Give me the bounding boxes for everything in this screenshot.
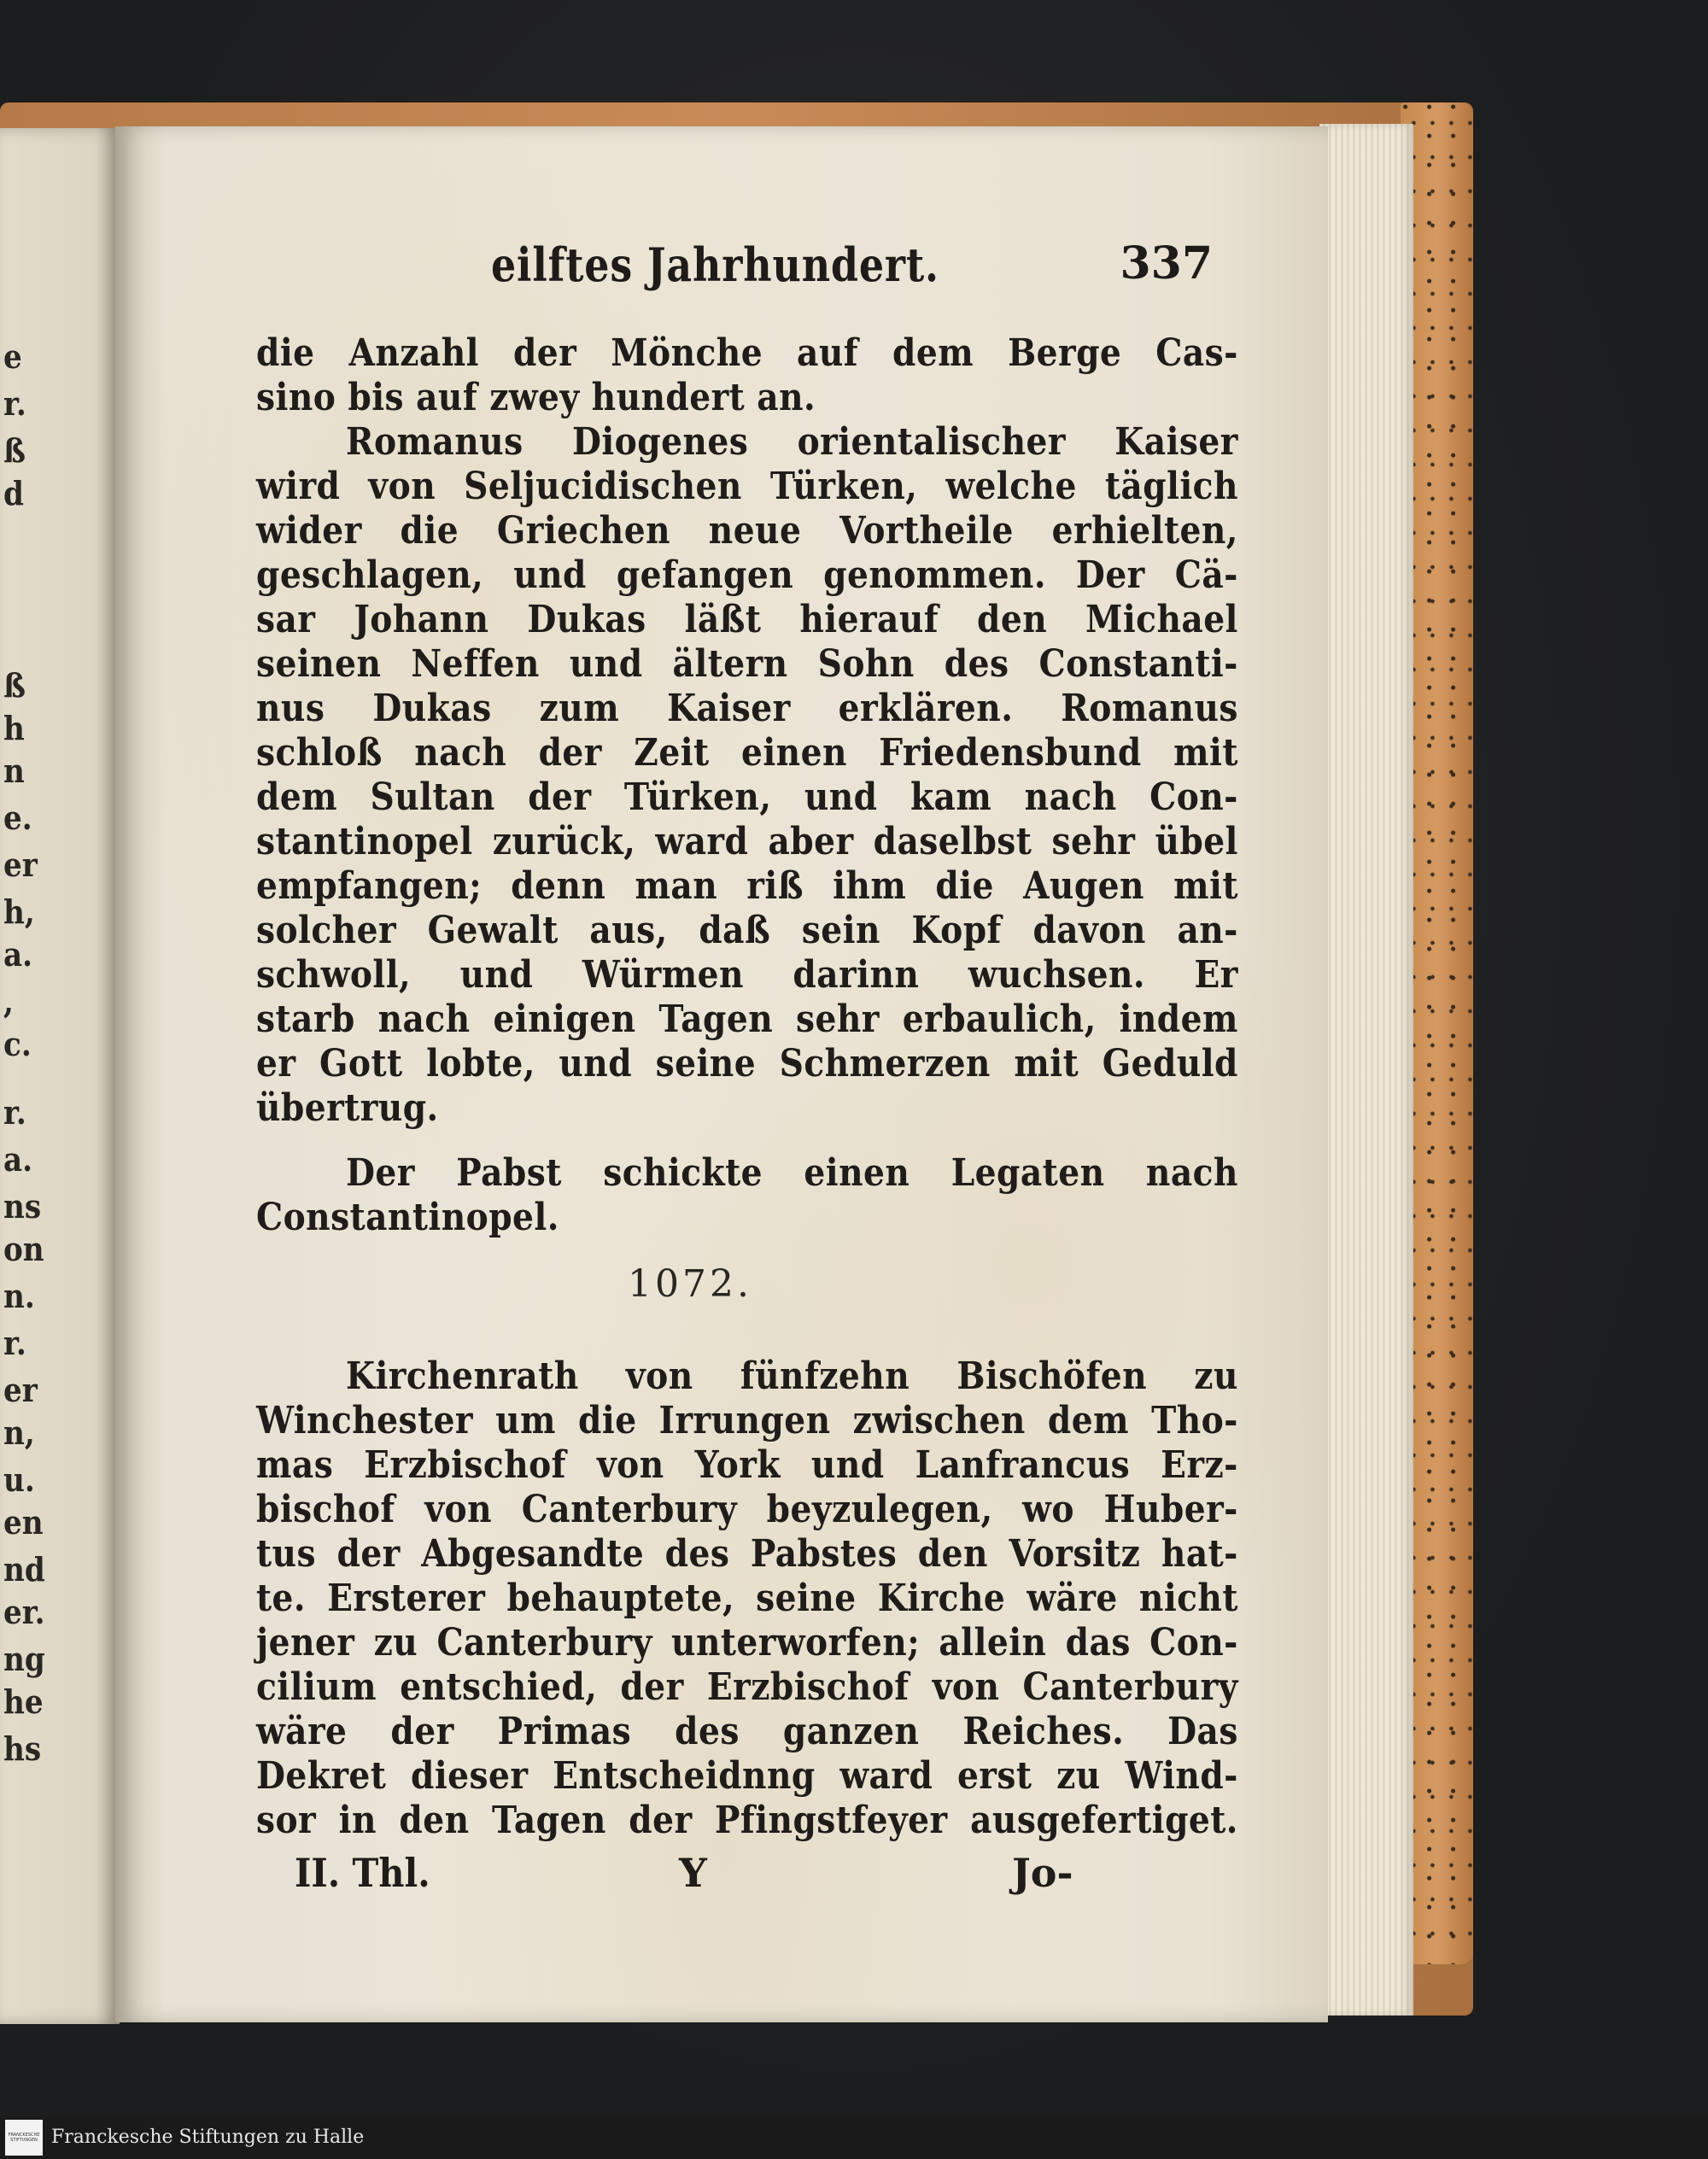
left-fragment: hs: [3, 1729, 42, 1768]
text-line: wäre der Primas des ganzen Reiches. Das: [256, 1710, 1238, 1753]
institution-logo-icon: [5, 2120, 43, 2156]
text-line: tus der Abgesandte des Pabstes den Vorsitz hat-: [256, 1532, 1238, 1576]
left-fragment: ß: [3, 666, 26, 705]
left-fragment: r.: [3, 384, 26, 423]
text-line: cilium entschied, der Erzbischof von Canterbury: [256, 1665, 1238, 1709]
left-fragment: u.: [3, 1460, 35, 1499]
left-fragment: er.: [3, 1593, 45, 1631]
left-fragment: on: [3, 1230, 44, 1268]
text-line: sor in den Tagen der Pfingstfeyer ausgefertiget.: [256, 1799, 1238, 1842]
credit-bar: [0, 2116, 1708, 2159]
text-line: schloß nach der Zeit einen Friedensbund mit: [256, 731, 1238, 775]
left-fragment: er: [3, 1371, 38, 1409]
text-line: mas Erzbischof von York und Lanfrancus Erz-: [256, 1443, 1238, 1487]
page-header: [491, 237, 1260, 297]
text-line: starb nach einigen Tagen sehr erbaulich, indem: [256, 998, 1238, 1041]
text-line: Constantinopel.: [256, 1196, 559, 1239]
left-fragment: n.: [3, 1277, 35, 1315]
left-fragment: er: [3, 845, 38, 884]
text-line: te. Ersterer behauptete, seine Kirche wäre nicht: [256, 1577, 1238, 1620]
text-line: Der Pabst schickte einen Legaten nach: [346, 1151, 1238, 1195]
text-line: sino bis auf zwey hundert an.: [256, 376, 816, 419]
text-line: sar Johann Dukas läßt hierauf den Michael: [256, 598, 1238, 641]
left-fragment: e: [3, 337, 22, 376]
left-fragment: d: [3, 474, 24, 512]
left-fragment: r.: [3, 1093, 26, 1132]
text-line: jener zu Canterbury unterworfen; allein das Con-: [256, 1621, 1238, 1665]
left-fragment: n,: [3, 1413, 35, 1452]
left-fragment: nd: [3, 1550, 45, 1589]
left-page-edge: [0, 128, 120, 2024]
text-line: solcher Gewalt aus, daß sein Kopf davon an-: [256, 909, 1238, 952]
signature-mark: II. Thl.: [295, 1850, 430, 1896]
text-line: geschlagen, und gefangen genommen. Der Cä-: [256, 553, 1238, 597]
credit-text: Franckesche Stiftungen zu Halle: [51, 2127, 365, 2148]
left-fragment: ns: [3, 1187, 42, 1226]
page-number: 337: [1120, 237, 1213, 290]
text-line: nus Dukas zum Kaiser erklären. Romanus: [256, 687, 1238, 730]
left-fragment: h: [3, 709, 25, 747]
left-fragment: a.: [3, 1140, 33, 1179]
page-block-edge: [1319, 124, 1413, 2016]
left-fragment: ß: [3, 431, 26, 470]
catchword: Jo-: [1012, 1850, 1073, 1896]
text-line: die Anzahl der Mönche auf dem Berge Cas-: [256, 331, 1238, 375]
text-line: übertrug.: [256, 1086, 439, 1130]
text-line: empfangen; denn man riß ihm die Augen mit: [256, 864, 1238, 908]
left-fragment: n: [3, 752, 25, 790]
left-fragment: r.: [3, 1324, 26, 1362]
running-head: eilftes Jahrhundert.: [491, 237, 939, 292]
text-line: bischof von Canterbury beyzulegen, wo Huber-: [256, 1488, 1238, 1531]
text-line: Dekret dieser Entscheidnng ward erst zu Wind-: [256, 1754, 1238, 1798]
text-line: wider die Griechen neue Vortheile erhielten,: [256, 509, 1238, 553]
text-line: dem Sultan der Türken, und kam nach Con-: [256, 775, 1238, 819]
left-fragment: h,: [3, 892, 35, 931]
text-line: Winchester um die Irrungen zwischen dem Tho-: [256, 1399, 1238, 1442]
text-line: wird von Seljucidischen Türken, welche täglich: [256, 465, 1238, 508]
page-footer: [115, 1850, 1328, 1901]
text-line: schwoll, und Würmen darinn wuchsen. Er: [256, 953, 1238, 997]
text-line: Romanus Diogenes orientalischer Kaiser: [346, 420, 1238, 464]
right-page: [115, 126, 1328, 2022]
left-fragment: c.: [3, 1025, 32, 1063]
text-line: stantinopel zurück, ward aber daselbst sehr übel: [256, 820, 1238, 863]
left-fragment: a.: [3, 935, 33, 974]
left-fragment: e.: [3, 799, 32, 837]
text-line: Kirchenrath von fünfzehn Bischöfen zu: [346, 1354, 1238, 1398]
logo-text: FRANCKESCHE STIFTUNGEN: [8, 2133, 40, 2143]
left-fragment: he: [3, 1682, 44, 1721]
sheet-mark: Y: [679, 1850, 707, 1896]
year-heading: 1072.: [628, 1262, 752, 1306]
text-line: er Gott lobte, und seine Schmerzen mit Geduld: [256, 1042, 1238, 1085]
text-line: seinen Neffen und ältern Sohn des Constanti-: [256, 642, 1238, 686]
left-fragment: ,: [3, 982, 14, 1021]
left-fragment: en: [3, 1503, 44, 1542]
left-fragment: ng: [3, 1640, 45, 1678]
